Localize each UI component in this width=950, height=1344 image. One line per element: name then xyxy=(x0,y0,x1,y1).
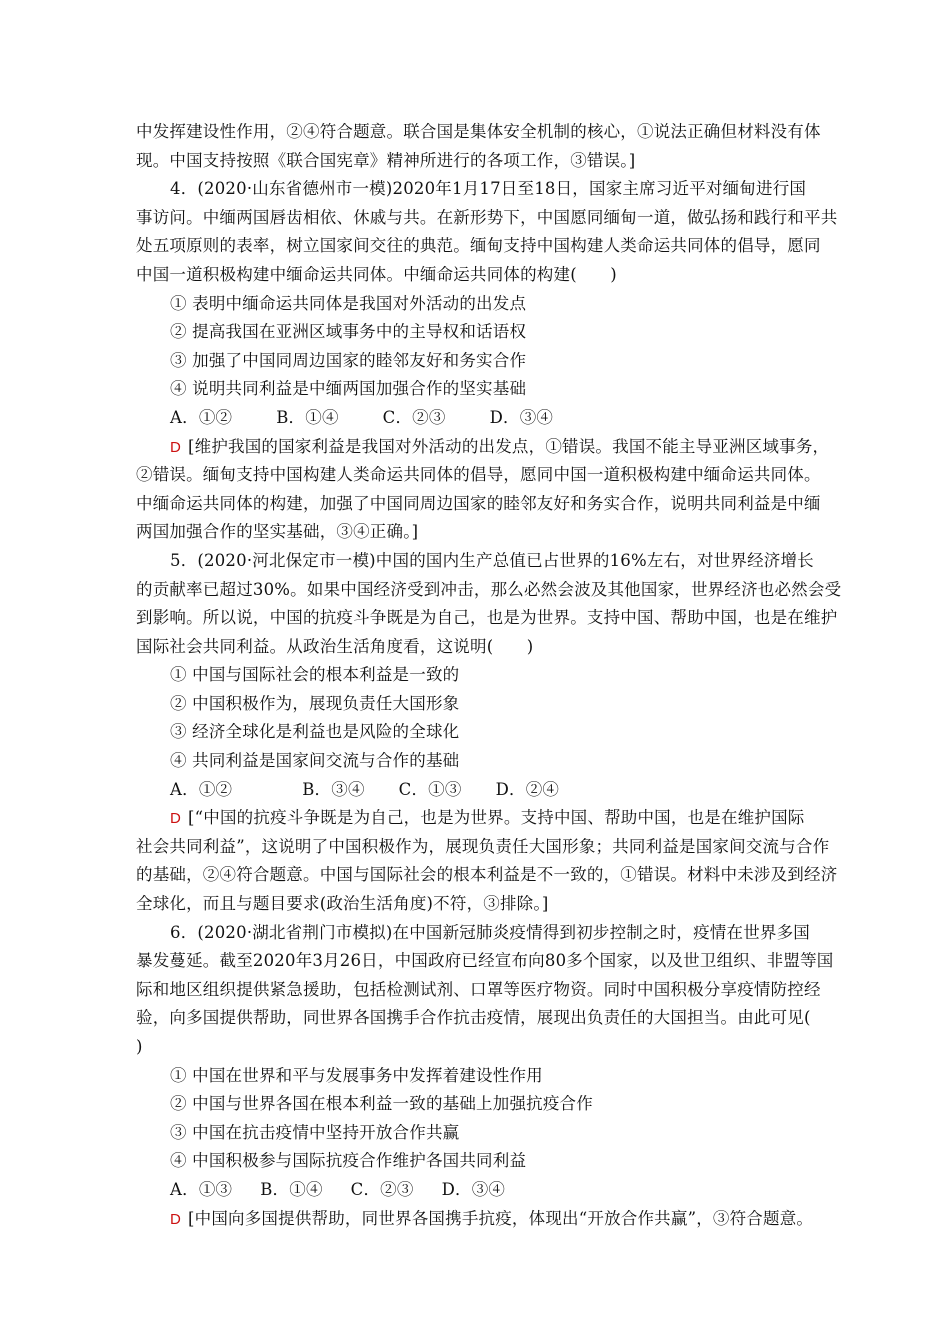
statement-item: ③ 经济全球化是利益也是风险的全球化 xyxy=(170,722,460,742)
option-d: D．③④ xyxy=(489,407,554,427)
statement-item: ④ 共同利益是国家间交流与合作的基础 xyxy=(170,751,460,771)
statement-item: ② 中国积极作为，展现负责任大国形象 xyxy=(170,693,460,713)
explanation-text: [维护我国的国家利益是我国对外活动的出发点，①错误。我国不能主导亚洲区域事务， xyxy=(188,436,830,456)
answer-letter: D xyxy=(170,810,182,828)
explanation-line: 全球化，而且与题目要求(政治生活角度)不符，③排除。] xyxy=(136,894,549,914)
statement-item: ④ 说明共同利益是中缅两国加强合作的坚实基础 xyxy=(170,379,527,399)
question-stem-line: 中国一道积极构建中缅命运共同体。中缅命运共同体的构建( ) xyxy=(136,264,617,284)
answer-letter: D xyxy=(170,438,182,456)
explanation-line: 社会共同利益”，这说明了中国积极作为，展现负责任大国形象；共同利益是国家间交流与合作 xyxy=(136,836,830,856)
answer-options xyxy=(136,776,826,805)
explanation-line: ②错误。缅甸支持中国构建人类命运共同体的倡导，愿同中国一道积极构建中缅命运共同体。 xyxy=(136,465,821,485)
question-stem-line: 的贡献率已超过30%。如果中国经济受到冲击，那么必然会波及其他国家，世界经济也必然会受 xyxy=(136,579,842,599)
statement-item: ① 表明中缅命运共同体是我国对外活动的出发点 xyxy=(170,293,527,313)
option-d: D．②④ xyxy=(495,779,560,799)
question-stem-line: 际和地区组织提供紧急援助，包括检测试剂、口罩等医疗物资。同时中国积极分享疫情防控经 xyxy=(136,979,821,999)
explanation-line: 的基础，②④符合题意。中国与国际社会的根本利益是不一致的，①错误。材料中未涉及到经济 xyxy=(136,865,838,885)
question-stem-line: 到影响。所以说，中国的抗疫斗争既是为自己，也是为世界。支持中国、帮助中国，也是在维护 xyxy=(136,608,838,628)
document-body xyxy=(136,118,842,1233)
option-c: C．②③ xyxy=(350,1179,414,1199)
explanation-text: [中国向多国提供帮助，同世界各国携手抗疫，体现出“开放合作共赢”，③符合题意。 xyxy=(188,1208,814,1228)
question-6 xyxy=(136,919,834,1234)
option-c: C．②③ xyxy=(382,407,446,427)
option-d: D．③④ xyxy=(441,1179,506,1199)
intro-line: 中发挥建设性作用，②④符合题意。联合国是集体安全机制的核心，①说法正确但材料没有体 xyxy=(136,122,821,141)
option-b: B．①④ xyxy=(276,407,339,427)
statement-item: ② 中国与世界各国在根本利益一致的基础上加强抗疫合作 xyxy=(170,1094,593,1114)
option-c: C．①③ xyxy=(398,779,462,799)
explanation-line: 两国加强合作的坚实基础，③④正确。] xyxy=(136,522,419,542)
question-stem-line: 5．(2020·河北保定市一模)中国的国内生产总值已占世界的16%左右，对世界经济增长 xyxy=(170,550,814,570)
answer-options xyxy=(136,1176,826,1205)
question-stem-line: 处五项原则的表率，树立国家间交往的典范。缅甸支持中国构建人类命运共同体的倡导，愿同 xyxy=(136,236,821,256)
option-b: B．①④ xyxy=(260,1179,323,1199)
question-stem-line: 国际社会共同利益。从政治生活角度看，这说明( ) xyxy=(136,636,534,656)
explanation-line xyxy=(136,433,830,462)
question-stem-line: 暴发蔓延。截至2020年3月26日，中国政府已经宣布向80多个国家，以及世卫组织、非盟等国 xyxy=(136,951,834,971)
statement-item: ① 中国与国际社会的根本利益是一致的 xyxy=(170,665,460,685)
statement-item: ③ 加强了中国同周边国家的睦邻友好和务实合作 xyxy=(170,350,527,370)
question-4 xyxy=(136,175,838,547)
option-a: A．①② xyxy=(170,779,233,799)
explanation-text: [“中国的抗疫斗争既是为自己，也是为世界。支持中国、帮助中国，也是在维护国际 xyxy=(188,808,805,828)
option-a: A．①③ xyxy=(170,1179,233,1199)
question-stem-line: 4．(2020·山东省德州市一模)2020年1月17日至18日，国家主席习近平对缅甸进行国 xyxy=(170,179,807,199)
statement-item: ② 提高我国在亚洲区域事务中的主导权和话语权 xyxy=(170,322,527,342)
explanation-line xyxy=(136,1205,826,1234)
question-stem-line: 6．(2020·湖北省荆门市模拟)在中国新冠肺炎疫情得到初步控制之时，疫情在世界多国 xyxy=(170,922,811,942)
statement-item: ③ 中国在抗击疫情中坚持开放合作共赢 xyxy=(170,1122,460,1142)
statement-item: ① 中国在世界和平与发展事务中发挥着建设性作用 xyxy=(170,1065,543,1085)
question-5 xyxy=(136,547,842,919)
explanation-line xyxy=(136,804,826,833)
answer-options xyxy=(136,404,826,433)
question-stem-line: 验，向多国提供帮助，同世界各国携手合作抗击疫情，展现出负责任的大国担当。由此可见( xyxy=(136,1008,811,1028)
answer-letter: D xyxy=(170,1210,182,1228)
option-a: A．①② xyxy=(170,407,233,427)
option-b: B．③④ xyxy=(302,779,365,799)
statement-item: ④ 中国积极参与国际抗疫合作维护各国共同利益 xyxy=(170,1151,527,1171)
question-stem-line: ) xyxy=(136,1037,143,1056)
explanation-line: 中缅命运共同体的构建，加强了中国同周边国家的睦邻友好和务实合作，说明共同利益是中缅 xyxy=(136,493,821,513)
intro-line: 现。中国支持按照《联合国宪章》精神所进行的各项工作，③错误。] xyxy=(136,150,636,170)
question-stem-line: 事访问。中缅两国唇齿相依、休戚与共。在新形势下，中国愿同缅甸一道，做弘扬和践行和平共 xyxy=(136,207,838,227)
